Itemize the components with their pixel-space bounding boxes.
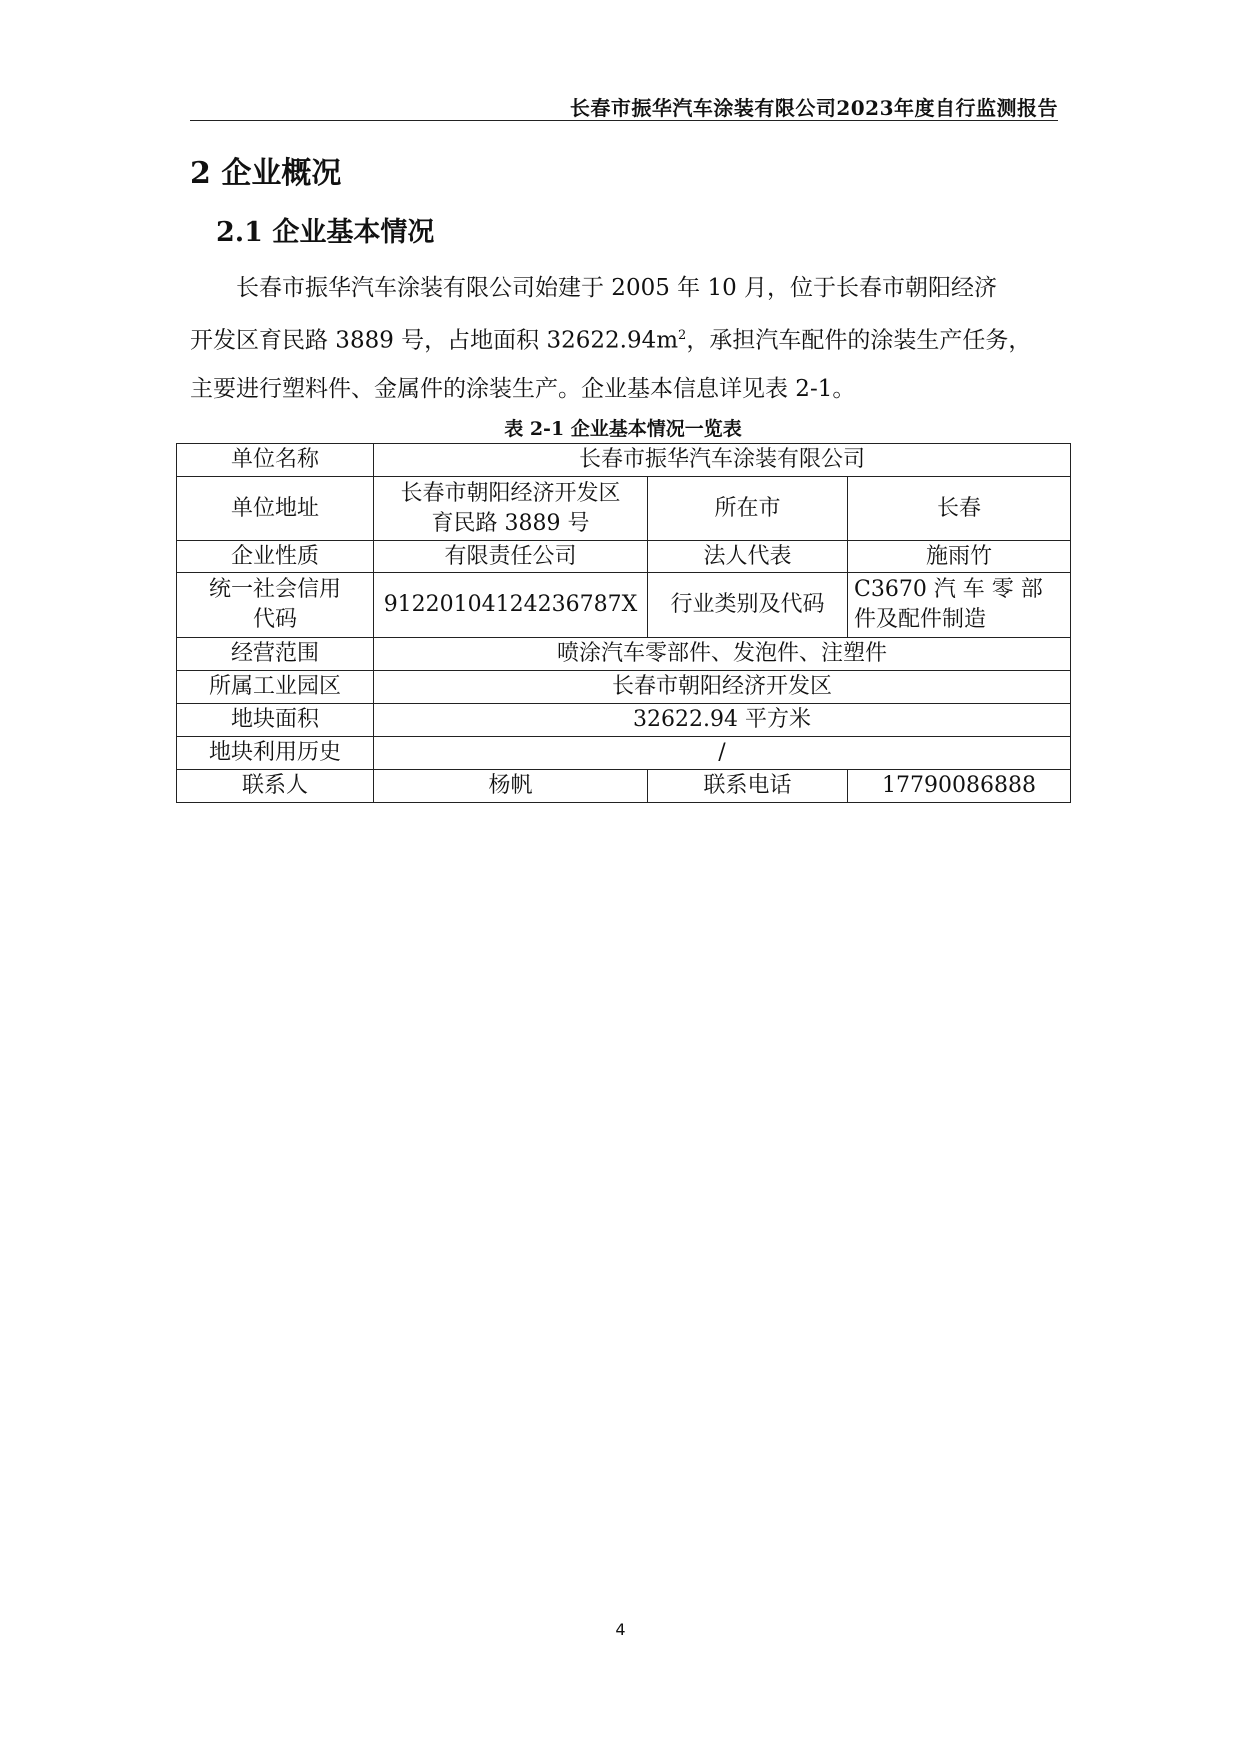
page-number: 4	[615, 1620, 626, 1639]
park-value: 长春市朝阳经济开发区	[374, 671, 1071, 704]
address-value-line-1: 长春市朝阳经济开发区	[400, 480, 621, 506]
contact-value: 杨帆	[374, 770, 648, 803]
park-label: 所属工业园区	[177, 671, 374, 704]
subsection-title: 2.1 企业基本情况	[216, 217, 435, 248]
paragraph-line-3: 主要进行塑料件、金属件的涂装生产。企业基本信息详见表 2-1。	[190, 375, 856, 402]
paragraph-line-2-b: ，承担汽车配件的涂装生产任务，	[686, 327, 1032, 354]
city-value: 长春	[848, 477, 1071, 541]
page-header: 长春市振华汽车涂装有限公司2023年度自行监测报告	[569, 96, 1058, 120]
table-caption: 表 2-1 企业基本情况一览表	[504, 418, 742, 440]
scope-label: 经营范围	[177, 638, 374, 671]
industry-value	[848, 573, 1071, 638]
table-row	[177, 638, 1071, 671]
credit-code-label-line-1: 统一社会信用	[208, 577, 341, 602]
contact-label: 联系人	[177, 770, 374, 803]
table-row	[177, 444, 1071, 477]
address-value-line-2: 育民路 3889 号	[431, 510, 590, 536]
table-row	[177, 704, 1071, 737]
header-divider	[190, 120, 1058, 121]
nature-value: 有限责任公司	[374, 541, 648, 573]
credit-code-value: 91220104124236787X	[374, 573, 648, 638]
credit-code-label-line-2: 代码	[252, 607, 297, 632]
paragraph-line-2-a: 开发区育民路 3889 号，占地面积 32622.94m	[190, 327, 679, 354]
scope-value: 喷涂汽车零部件、发泡件、注塑件	[374, 638, 1071, 671]
history-label: 地块利用历史	[177, 737, 374, 770]
phone-label: 联系电话	[648, 770, 848, 803]
table-row	[177, 671, 1071, 704]
area-value: 32622.94 平方米	[374, 704, 1071, 737]
unit-name-value: 长春市振华汽车涂装有限公司	[374, 444, 1071, 477]
address-label: 单位地址	[177, 477, 374, 541]
credit-code-label	[177, 573, 374, 638]
industry-value-line-2: 件及配件制造	[854, 607, 987, 632]
nature-label: 企业性质	[177, 541, 374, 573]
paragraph-line-1: 长春市振华汽车涂装有限公司始建于 2005 年 10 月，位于长春市朝阳经济	[236, 275, 998, 301]
area-superscript: 2	[678, 328, 687, 343]
table-row	[177, 770, 1071, 803]
legal-rep-value: 施雨竹	[848, 541, 1071, 573]
industry-value-line-1: C3670 汽 车 零 部	[854, 577, 1043, 602]
city-label: 所在市	[648, 477, 848, 541]
address-value	[374, 477, 648, 541]
intro-paragraph	[190, 264, 1050, 413]
table-row	[177, 477, 1071, 541]
unit-name-label: 单位名称	[177, 444, 374, 477]
section-title: 2 企业概况	[190, 156, 342, 191]
table-row	[177, 737, 1071, 770]
table-row	[177, 573, 1071, 638]
area-label: 地块面积	[177, 704, 374, 737]
history-value: /	[374, 737, 1071, 770]
enterprise-info-table	[176, 443, 1071, 803]
table-row	[177, 541, 1071, 573]
legal-rep-label: 法人代表	[648, 541, 848, 573]
paragraph-line-2	[190, 312, 1050, 365]
industry-label: 行业类别及代码	[648, 573, 848, 638]
phone-value: 17790086888	[848, 770, 1071, 803]
